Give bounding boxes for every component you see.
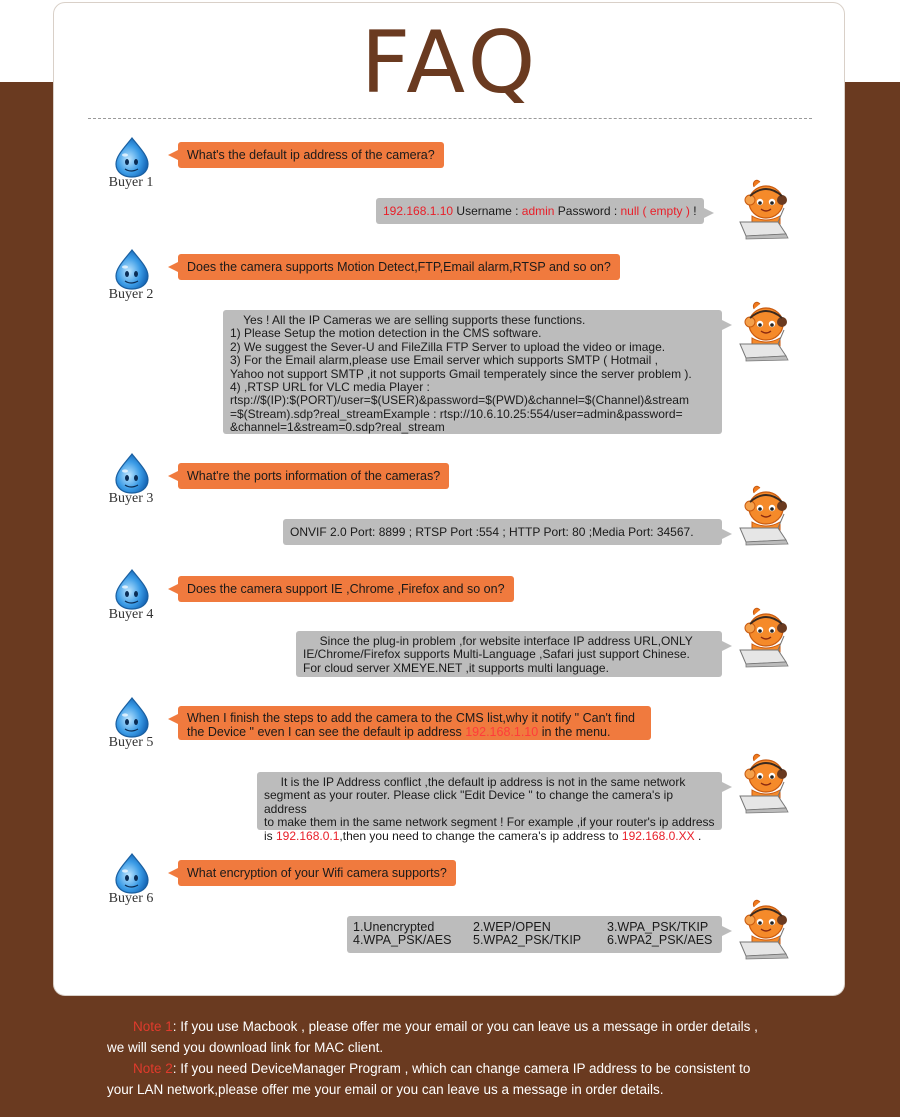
water-drop-icon [114, 248, 150, 290]
water-drop-icon [114, 568, 150, 610]
buyer-name: Buyer 6 [108, 891, 154, 906]
buyer-name: Buyer 3 [108, 491, 154, 506]
encryption-item: 4.WPA_PSK/AES [353, 933, 452, 947]
encryption-list [353, 921, 716, 947]
question-text: the Device " even I can see the default ip address [187, 725, 466, 739]
seller-mascot-icon [734, 752, 798, 814]
password-value: null ( empty ) [620, 204, 690, 218]
water-drop-icon [114, 696, 150, 738]
router-ip: 192.168.0.1 [276, 828, 340, 843]
seller-mascot-icon [734, 300, 798, 362]
notes-section [107, 1016, 827, 1100]
answer-bubble: ONVIF 2.0 Port: 8899 ; RTSP Port :554 ; HTTP Port: 80 ;Media Port: 34567. [283, 519, 722, 545]
buyer-avatar [96, 568, 166, 628]
buyer-name: Buyer 5 [108, 735, 154, 750]
buyer-avatar [96, 136, 166, 196]
note-label: Note 1 [133, 1019, 173, 1034]
username-value: admin [521, 204, 555, 218]
buyer-name: Buyer 4 [108, 607, 154, 622]
water-drop-icon [114, 452, 150, 494]
question-bubble: What're the ports information of the cameras? [178, 463, 449, 489]
encryption-item: 2.WEP/OPEN [473, 920, 551, 934]
question-bubble: Does the camera supports Motion Detect,FTP,Email alarm,RTSP and so on? [178, 254, 620, 280]
dashed-divider [88, 118, 812, 119]
note-line: we will send you download link for MAC client. [107, 1040, 384, 1055]
answer-text: . [694, 828, 702, 843]
question-bubble: Does the camera support IE ,Chrome ,Firefox and so on? [178, 576, 514, 602]
answer-text: is [264, 828, 276, 843]
answer-line: segment as your router. Please click "Edit Device " to change the camera's ip address [264, 788, 674, 816]
ip-address: 192.168.1.10 [383, 204, 454, 218]
answer-line: 2) We suggest the Sever-U and FileZilla FTP Server to upload the video or image. [230, 339, 666, 354]
answer-end: ! [689, 204, 697, 218]
seller-mascot-icon [734, 484, 798, 546]
buyer-name: Buyer 1 [108, 175, 154, 190]
buyer-name: Buyer 2 [108, 287, 154, 302]
answer-line: It is the IP Address conflict ,the default ip address is not in the same network [264, 775, 686, 789]
question-bubble: What's the default ip address of the camera? [178, 142, 444, 168]
water-drop-icon [114, 852, 150, 894]
answer-text: ,then you need to change the camera's ip address to [339, 828, 622, 843]
question-line [187, 725, 642, 739]
question-bubble [178, 706, 651, 740]
water-drop-icon [114, 136, 150, 178]
encryption-item: 6.WPA2_PSK/AES [607, 933, 713, 947]
answer-line: Yes ! All the IP Cameras we are selling supports these functions. [230, 313, 586, 327]
seller-mascot-icon [734, 606, 798, 668]
password-label: Password : [554, 204, 621, 218]
note-label: Note 2 [133, 1061, 173, 1076]
answer-bubble [347, 916, 722, 953]
answer-line: 4) ,RTSP URL for VLC media Player : [230, 380, 430, 395]
question-text: in the menu. [538, 725, 611, 739]
note-text: : If you use Macbook , please offer me your email or you can leave us a message in order details , [172, 1019, 758, 1034]
question-bubble: What encryption of your Wifi camera supports? [178, 860, 456, 886]
answer-bubble [296, 631, 722, 677]
note-line [107, 1016, 827, 1037]
answer-line: =$(Stream).sdp?real_streamExample : rtsp://10.6.10.25:554/user=admin&password= [230, 406, 683, 421]
answer-line: 1) Please Setup the motion detection in the CMS software. [230, 326, 542, 341]
answer-line: rtsp://$(IP):$(PORT)/user=$(USER)&password=$(PWD)&channel=$(Channel)&stream [230, 393, 689, 408]
camera-ip: 192.168.0.XX [621, 828, 695, 843]
answer-line: IE/Chrome/Firefox supports Multi-Language ,Safari just support Chinese. [303, 647, 690, 662]
answer-bubble [257, 772, 722, 843]
buyer-avatar [96, 696, 166, 756]
username-label: Username : [453, 204, 522, 218]
question-line: When I finish the steps to add the camera to the CMS list,why it notify " Can't find [187, 711, 636, 725]
page-title: FAQ [360, 13, 540, 113]
note-text: : If you need DeviceManager Program , which can change camera IP address to be consistent to [172, 1061, 751, 1076]
note-line: your LAN network,please offer me your email or you can leave us a message in order details. [107, 1082, 664, 1097]
encryption-item: 3.WPA_PSK/TKIP [607, 920, 709, 934]
note-line [107, 1058, 827, 1079]
answer-line: to make them in the same network segment ! For example ,if your router's ip address [264, 815, 715, 830]
seller-mascot-icon [734, 178, 798, 240]
ip-address: 192.168.1.10 [465, 725, 539, 739]
encryption-item: 1.Unencrypted [353, 920, 435, 934]
buyer-avatar [96, 452, 166, 512]
answer-line: Yahoo not support SMTP ,it not supports Gmail temperately since the server problem ). [230, 366, 692, 381]
answer-line: 3) For the Email alarm,please use Email server which supports SMTP ( Hotmail , [230, 353, 658, 368]
answer-line: &channel=1&stream=0.sdp?real_stream [230, 420, 445, 435]
answer-bubble [223, 310, 722, 434]
encryption-item: 5.WPA2_PSK/TKIP [473, 933, 582, 947]
answer-line: Since the plug-in problem ,for website interface IP address URL,ONLY [303, 634, 693, 648]
buyer-avatar [96, 852, 166, 912]
answer-line: For cloud server XMEYE.NET ,it supports multi language. [303, 660, 609, 675]
answer-bubble [376, 198, 704, 224]
answer-line [264, 830, 715, 843]
buyer-avatar [96, 248, 166, 308]
seller-mascot-icon [734, 898, 798, 960]
